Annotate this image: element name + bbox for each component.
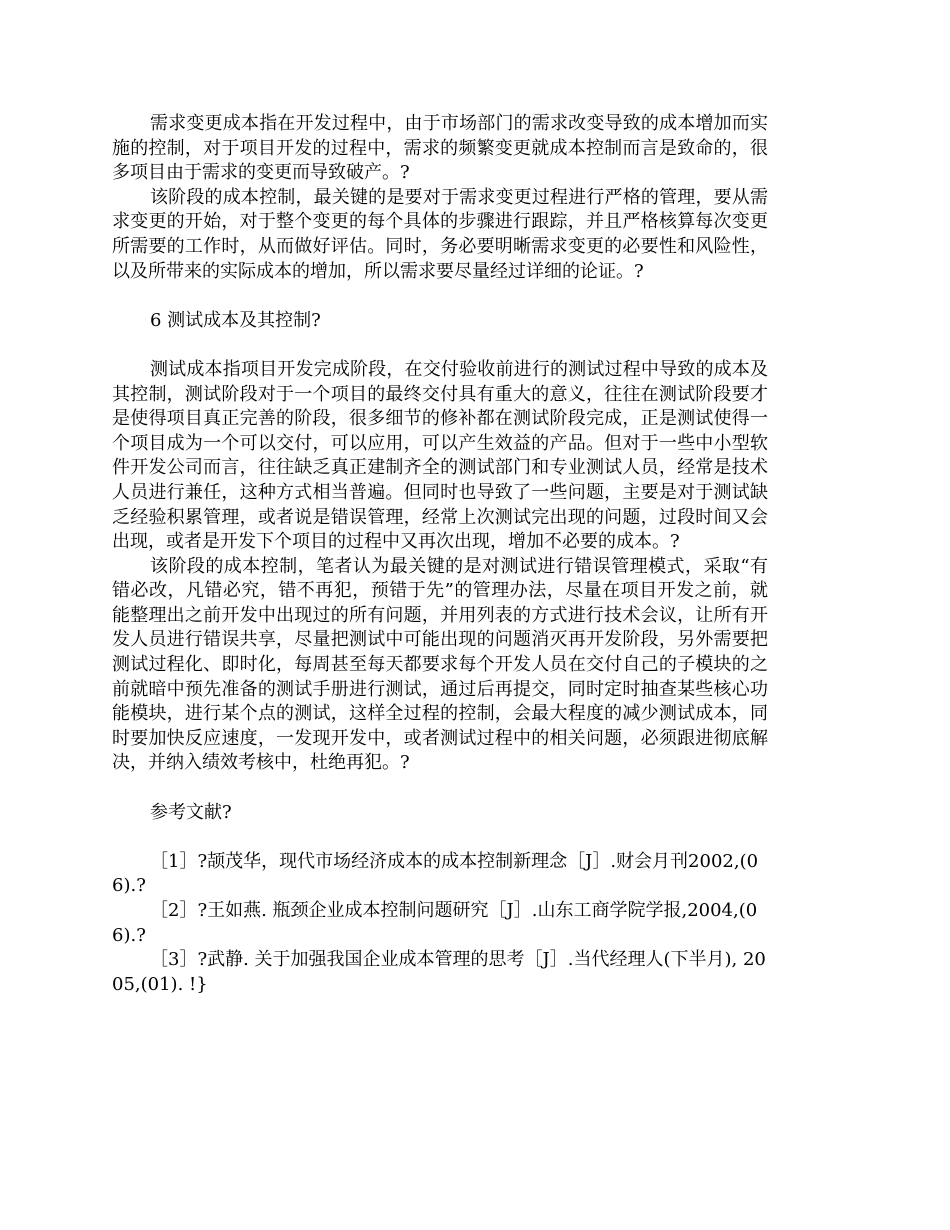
- requirement-change-control-paragraph: 该阶段的成本控制，最关键的是要对于需求变更过程进行严格的管理，要从需求变更的开始，对于整个变更的每个具体的步骤进行跟踪，并且严格核算每次变更所需要的工作时，从而做好评估。同时，务必要明晰需求变更的必要性和风险性，以及所带来的实际成本的增加，所以需求要尽量经过详细的论证。?: [112, 186, 768, 282]
- document-page: [112, 112, 768, 997]
- section-heading-testing-cost: 6 测试成本及其控制?: [150, 309, 321, 331]
- references-heading: 参考文献?: [150, 801, 232, 823]
- spacer: [112, 333, 768, 358]
- reference-item: ［1］?颉茂华，现代市场经济成本的成本控制新理念［J］.财会月刊2002,(06).?: [112, 850, 759, 897]
- testing-cost-control-paragraph: 该阶段的成本控制，笔者认为最关键的是对测试进行错误管理模式，采取“有错必改，凡错必究，错不再犯，预错于先”的管理办法，尽量在项目开发之前，就能整理出之前开发中出现过的所有问题，并用列表的方式进行技术会议，让所有开发人员进行错误共享，尽量把测试中可能出现的问题消灭再开发阶段，另外需要把测试过程化、即时化，每周甚至每天都要求每个开发人员在交付自己的子模块的之前就暗中预先准备的测试手册进行测试，通过后再提交，同时定时抽查某些核心功能模块，进行某个点的测试，这样全过程的控制，会最大程度的减少测试成本，同时要加快反应速度，一发现开发中，或者测试过程中的相关问题，必须跟进彻底解决，并纳入绩效考核中，杜绝再犯。?: [112, 555, 768, 774]
- spacer: [112, 825, 768, 850]
- testing-cost-paragraph: 测试成本指项目开发完成阶段，在交付验收前进行的测试过程中导致的成本及其控制，测试阶段对于一个项目的最终交付具有重大的意义，往往在测试阶段要才是使得项目真正完善的阶段，很多细节的修补都在测试阶段完成，正是测试使得一个项目成为一个可以交付，可以应用，可以产生效益的产品。但对于一些中小型软件开发公司而言，往往缺乏真正建制齐全的测试部门和专业测试人员，经常是技术人员进行兼任，这种方式相当普遍。但同时也导致了一些问题，主要是对于测试缺乏经验积累管理，或者说是错误管理，经常上次测试完出现的问题，过段时间又会出现，或者是开发下个项目的过程中又再次出现，增加不必要的成本。?: [112, 358, 768, 553]
- spacer: [112, 776, 768, 801]
- spacer: [112, 284, 768, 309]
- requirement-change-paragraph: 需求变更成本指在开发过程中，由于市场部门的需求改变导致的成本增加而实施的控制，对于项目开发的过程中，需求的频繁变更就成本控制而言是致命的，很多项目由于需求的变更而导致破产。?: [112, 113, 768, 184]
- reference-item: ［2］?王如燕. 瓶颈企业成本控制问题研究［J］.山东工商学院学报,2004,(06).?: [112, 900, 758, 946]
- reference-item: ［3］?武静. 关于加强我国企业成本管理的思考［J］.当代经理人(下半月), 2005,(01). !}: [112, 949, 766, 995]
